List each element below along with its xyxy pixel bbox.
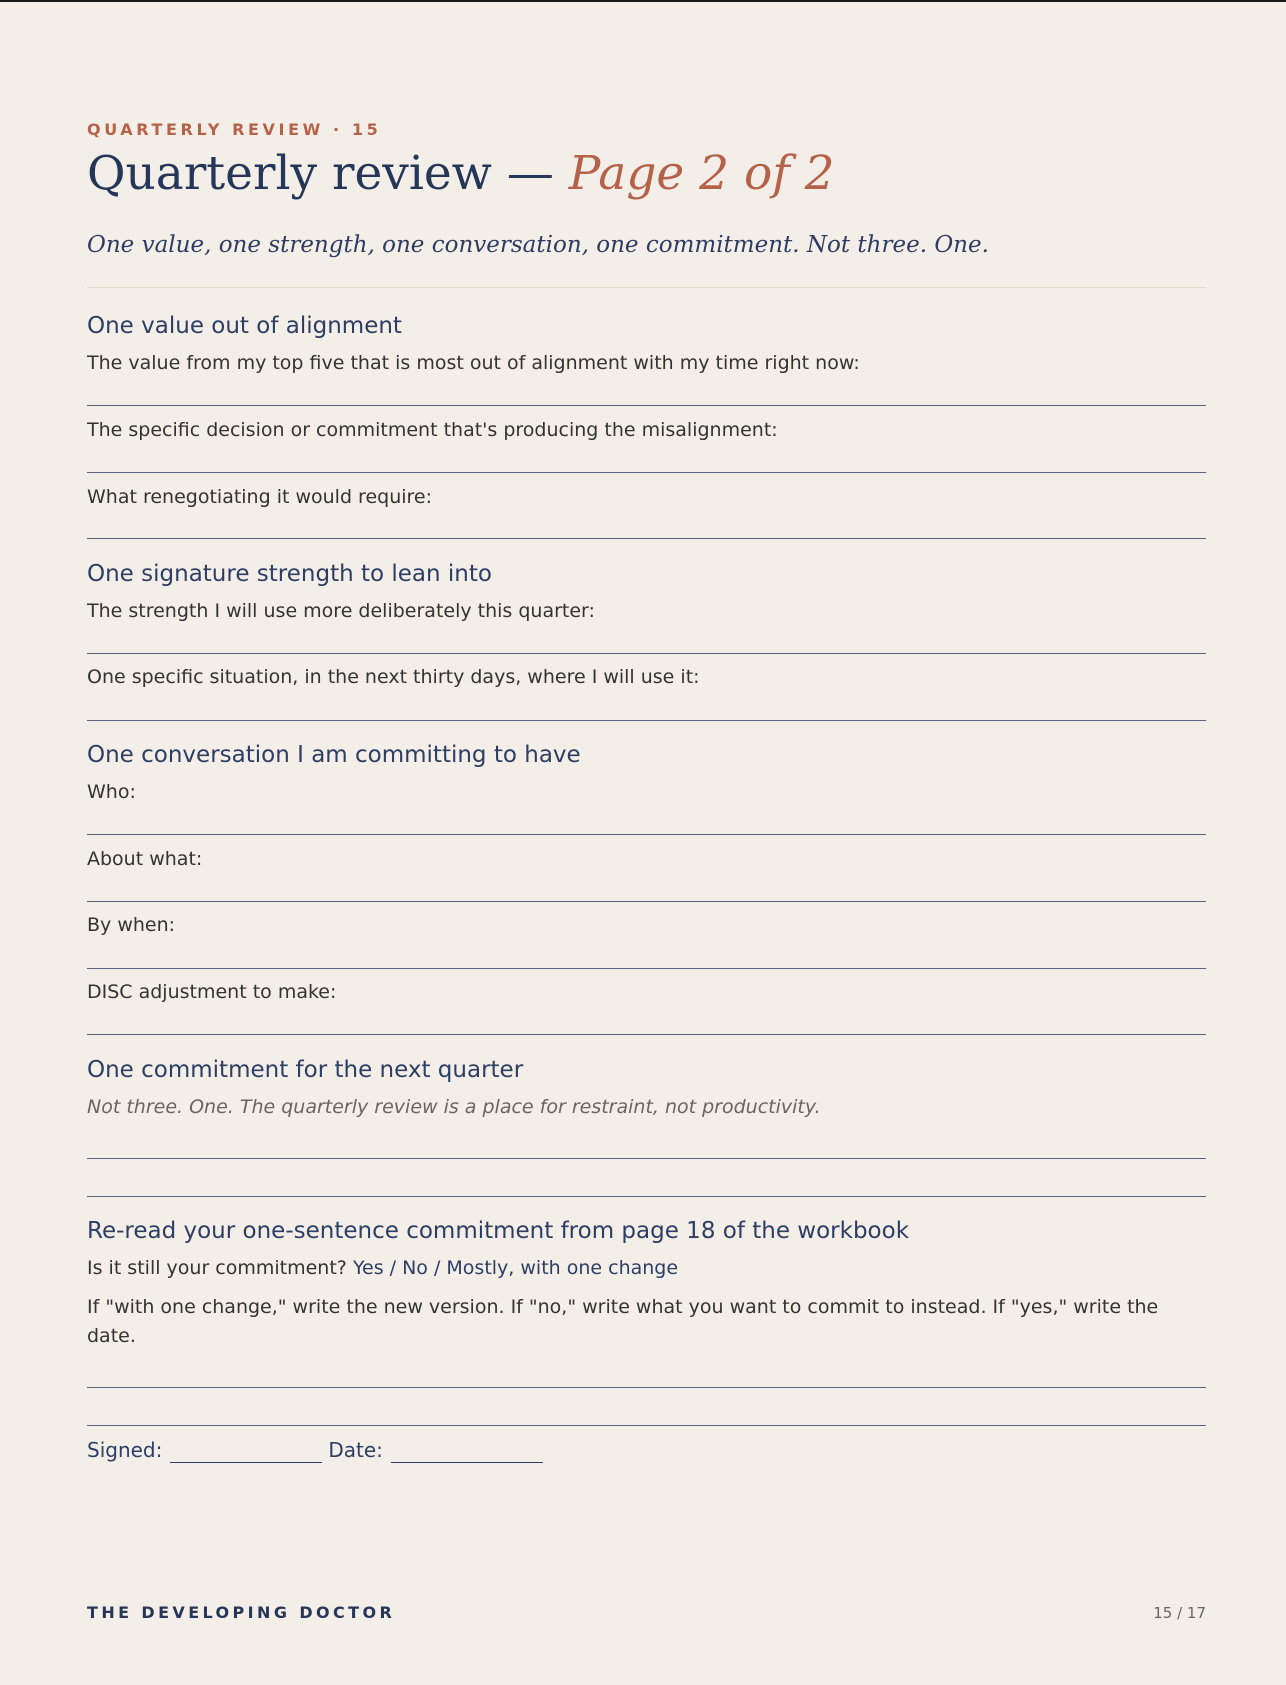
strength-prompt-2: One specific situation, in the next thirty days, where I will use it: <box>87 666 700 688</box>
header-divider <box>87 287 1206 288</box>
conversation-who: Who: <box>87 781 136 803</box>
commitment-note: Not three. One. The quarterly review is a place for restraint, not productivity. <box>87 1096 821 1118</box>
answer-line[interactable] <box>87 1034 1206 1035</box>
strength-prompt-1: The strength I will use more deliberately this quarter: <box>87 600 595 622</box>
conversation-about: About what: <box>87 848 203 870</box>
reread-question: Is it still your commitment? <box>87 1257 347 1279</box>
answer-line[interactable] <box>87 834 1206 835</box>
signed-label: Signed: <box>87 1438 163 1462</box>
date-blank[interactable] <box>391 1442 543 1463</box>
value-prompt-1: The value from my top five that is most out of alignment with my time right now: <box>87 352 860 374</box>
answer-line[interactable] <box>87 720 1206 721</box>
reread-options: Yes / No / Mostly, with one change <box>352 1257 679 1279</box>
conversation-by-when: By when: <box>87 914 176 936</box>
date-label: Date: <box>328 1438 383 1462</box>
answer-line[interactable] <box>87 1387 1206 1388</box>
value-prompt-3: What renegotiating it would require: <box>87 486 433 508</box>
value-heading: One value out of alignment <box>87 313 402 339</box>
signature-row <box>87 1438 549 1463</box>
commitment-heading: One commitment for the next quarter <box>87 1057 524 1083</box>
page-subtitle: One value, one strength, one conversation, one commitment. Not three. One. <box>87 232 989 258</box>
page-number: 15 / 17 <box>1153 1604 1206 1622</box>
strength-heading: One signature strength to lean into <box>87 561 492 587</box>
answer-line[interactable] <box>87 653 1206 654</box>
answer-line[interactable] <box>87 968 1206 969</box>
section-eyebrow: QUARTERLY REVIEW · 15 <box>87 120 382 139</box>
footer-brand: THE DEVELOPING DOCTOR <box>87 1603 396 1622</box>
conversation-disc: DISC adjustment to make: <box>87 981 337 1003</box>
title-main: Quarterly review — <box>87 146 569 201</box>
reread-heading: Re-read your one-sentence commitment from page 18 of the workbook <box>87 1218 910 1244</box>
answer-line[interactable] <box>87 901 1206 902</box>
value-prompt-2: The specific decision or commitment that's producing the misalignment: <box>87 419 778 441</box>
conversation-heading: One conversation I am committing to have <box>87 742 581 768</box>
page-title <box>87 147 835 201</box>
answer-line[interactable] <box>87 1158 1206 1159</box>
reread-instruction: If "with one change," write the new version. If "no," write what you want to commit to instead. If "yes," write the date. <box>87 1296 1159 1347</box>
signature-blank[interactable] <box>170 1442 322 1463</box>
answer-line[interactable] <box>87 472 1206 473</box>
answer-line[interactable] <box>87 405 1206 406</box>
answer-line[interactable] <box>87 1425 1206 1426</box>
answer-line[interactable] <box>87 538 1206 539</box>
worksheet-page <box>87 2 1206 1685</box>
title-accent: Page 2 of 2 <box>568 146 835 201</box>
reread-question-line <box>87 1257 678 1279</box>
answer-line[interactable] <box>87 1196 1206 1197</box>
